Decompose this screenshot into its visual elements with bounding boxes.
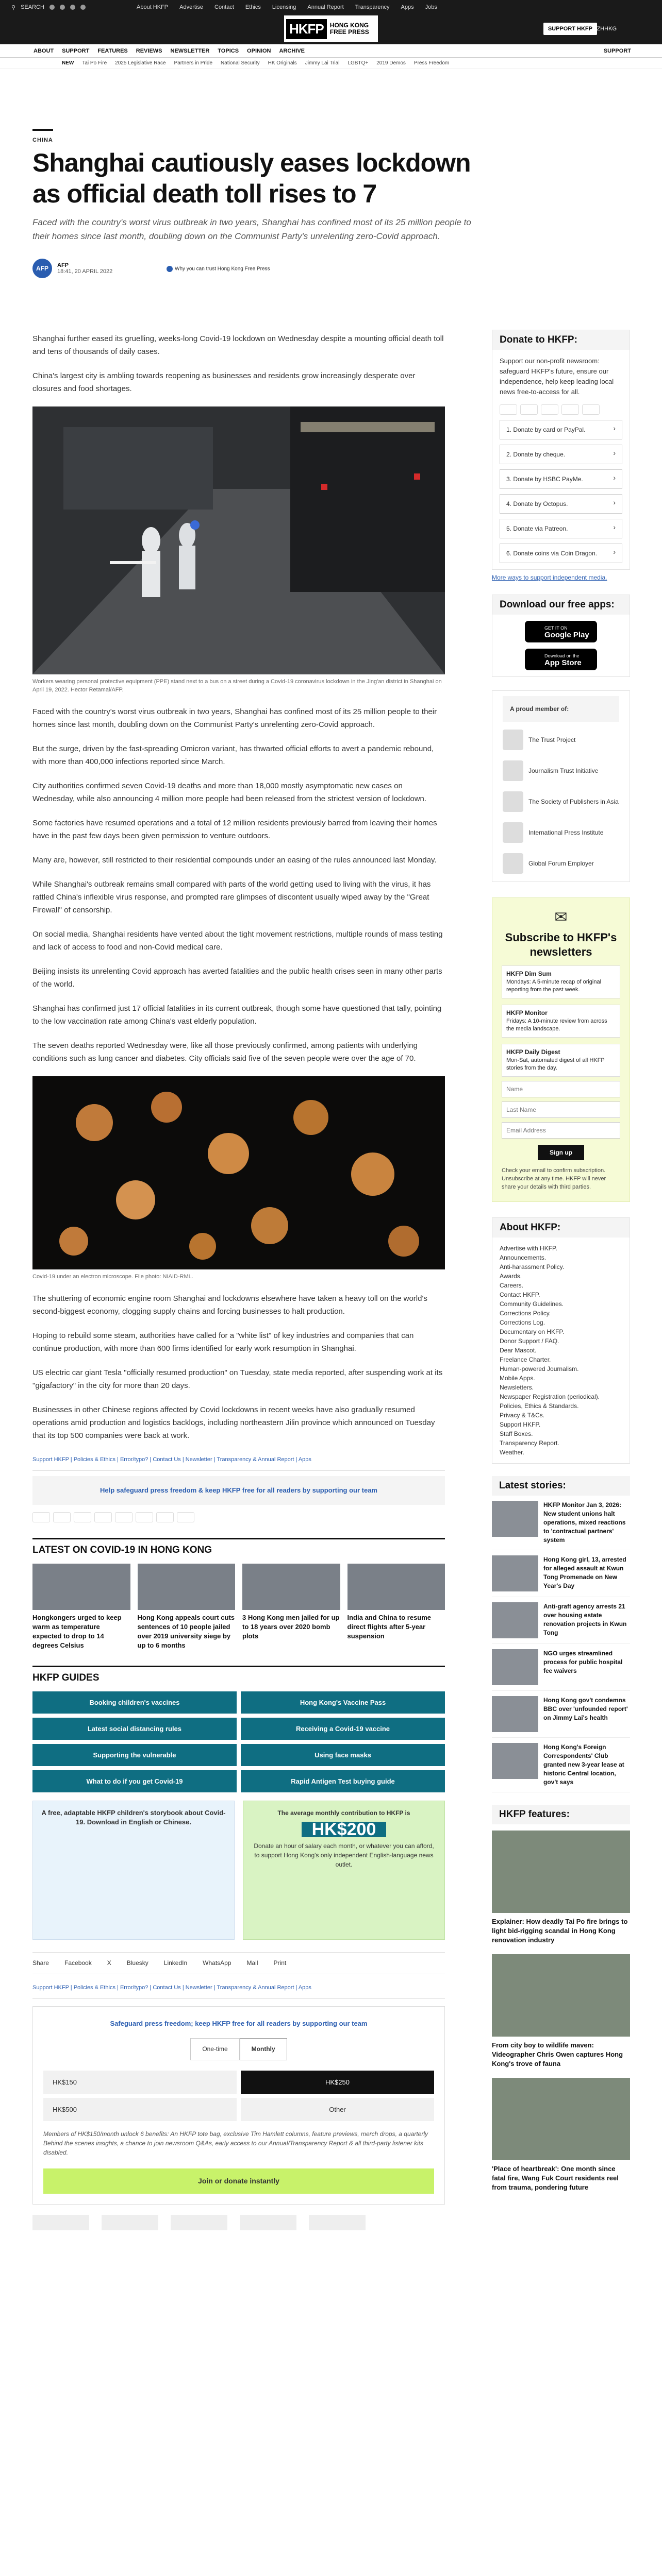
stories-title: Latest stories: bbox=[492, 1476, 630, 1496]
member-logo[interactable] bbox=[503, 851, 619, 876]
about-link[interactable]: Mobile Apps. bbox=[500, 1375, 535, 1382]
newsletter-name: HKFP Monitor bbox=[506, 1009, 548, 1016]
jti-icon bbox=[503, 760, 523, 781]
byline bbox=[32, 259, 481, 278]
paragraph: China's largest city is ambling towards reopening as businesses and residents grow increasingly desperate over closures and food shortages. bbox=[32, 371, 416, 393]
about-link[interactable]: Human-powered Journalism. bbox=[500, 1365, 579, 1372]
nav-item[interactable]: ABOUT bbox=[34, 47, 54, 54]
story-thumbnail bbox=[492, 1602, 538, 1638]
app-store-button[interactable] bbox=[525, 649, 597, 670]
feature-title[interactable]: From city boy to wildlife maven: Videographer Chris Owen captures Hong Kong's trove of fauna bbox=[492, 2041, 623, 2067]
trending-bar bbox=[0, 58, 662, 69]
about-link[interactable]: Donor Support / FAQ. bbox=[500, 1337, 559, 1345]
guide-button[interactable]: What to do if you get Covid-19 bbox=[32, 1770, 237, 1792]
x-icon[interactable] bbox=[60, 5, 65, 10]
member-logo[interactable] bbox=[503, 820, 619, 845]
member-logo[interactable] bbox=[503, 789, 619, 815]
amount-option[interactable]: HK$150 bbox=[43, 2071, 237, 2094]
amex-icon bbox=[541, 404, 558, 415]
about-link[interactable]: Careers. bbox=[500, 1282, 524, 1289]
paragraph: Some factories have resumed operations and a total of 12 million residents previously barred from leaving their homes have in the past few days been given permission to venture outdoors. bbox=[32, 819, 437, 840]
google-play-small: GET IT ON bbox=[544, 625, 568, 631]
paragraph: But the surge, driven by the fast-spreading Omicron variant, has thwarted official efforts to avert a pandemic rebound, with more than 400,000 infections reported since March. bbox=[32, 744, 434, 766]
freq-one-time[interactable]: One-time bbox=[190, 2038, 239, 2060]
card-thumbnail bbox=[242, 1564, 340, 1610]
article-header bbox=[32, 129, 481, 278]
paragraph: Beijing insists its unrelenting Covid approach has averted fatalities and the public health crises seen in many other parts of the world. bbox=[32, 967, 442, 989]
article-support-links[interactable]: Support HKFP | Policies & Ethics | Error/typo? | Contact Us | Newsletter | Transparency & Annual Report | Apps bbox=[32, 1453, 445, 1471]
topbar-link[interactable]: Jobs bbox=[425, 4, 437, 10]
search-icon[interactable]: ⚲ bbox=[11, 4, 16, 11]
newsletter-option[interactable] bbox=[502, 965, 620, 998]
jti-logo[interactable] bbox=[102, 2215, 158, 2230]
newsletter-option[interactable] bbox=[502, 1044, 620, 1077]
guide-button[interactable]: Rapid Antigen Test buying guide bbox=[241, 1770, 445, 1792]
about-widget bbox=[492, 1217, 630, 1464]
amount-option[interactable]: Other bbox=[241, 2098, 434, 2121]
about-link[interactable]: Staff Boxes. bbox=[500, 1430, 533, 1437]
paragraph: The seven deaths reported Wednesday were, like all those previously confirmed, among patients with underlying conditions such as lung cancer and diabetes. City officials said five of the seven people were over the age of 70. bbox=[32, 1041, 418, 1063]
search-link[interactable]: SEARCH bbox=[21, 4, 44, 10]
story-title[interactable]: Anti-graft agency arrests 21 over housing estate renovation projects in Kwun Tong bbox=[543, 1603, 627, 1636]
nav-item[interactable]: OPINION bbox=[247, 47, 271, 54]
share-bar bbox=[32, 1952, 445, 1974]
feature-thumbnail[interactable] bbox=[492, 1954, 630, 2037]
trust-project-logo[interactable] bbox=[32, 2215, 89, 2230]
topbar-link[interactable]: Apps bbox=[401, 4, 414, 10]
youtube-icon[interactable] bbox=[80, 5, 86, 10]
support-hkfp-button[interactable]: SUPPORT HKFP bbox=[543, 23, 597, 35]
about-link[interactable]: Weather. bbox=[500, 1449, 524, 1456]
paypal-icon bbox=[94, 1512, 112, 1522]
features-widget bbox=[492, 1805, 630, 2192]
about-link[interactable]: Advertise with HKFP. bbox=[500, 1245, 557, 1252]
paragraph: City authorities confirmed seven Covid-19 deaths and more than 18,000 mostly asymptomatic new cases on Wednesday, while also announcing 4 million more people had been released from the strictest version of lockdown. bbox=[32, 782, 427, 803]
trust-icon bbox=[167, 266, 173, 272]
trending-item[interactable]: 2019 Demos bbox=[376, 60, 406, 66]
about-link[interactable]: Announcements. bbox=[500, 1254, 547, 1261]
newsletter-widget bbox=[492, 897, 630, 1202]
visa-icon bbox=[32, 1512, 50, 1522]
donate-widget-text: Support our non-profit newsroom: safeguard HKFP's future, ensure our independence, help keep leading local news free-to-access for all. bbox=[500, 357, 614, 396]
member-name: Journalism Trust Initiative bbox=[528, 767, 599, 774]
about-link[interactable]: Contact HKFP. bbox=[500, 1291, 540, 1298]
topbar-link[interactable]: Annual Report bbox=[307, 4, 344, 10]
trending-item[interactable]: Partners in Pride bbox=[174, 60, 213, 66]
features-title: HKFP features: bbox=[492, 1805, 630, 1824]
more-ways-link[interactable]: More ways to support independent media. bbox=[492, 574, 607, 581]
newsletter-desc: Mondays: A 5-minute recap of original reporting from the past week. bbox=[506, 979, 602, 993]
applepay-icon bbox=[582, 404, 600, 415]
donate-box-head: Safeguard press freedom; keep HKFP free for all readers by supporting our team bbox=[110, 2020, 368, 2027]
paragraph: While Shanghai's outbreak remains small compared with parts of the world getting used to living with the virus, it has rattled China's inflexible virus response, and prompted rare glimpses of discontent usually wiped away by the "Great Firewall" of censorship. bbox=[32, 880, 431, 914]
photo-caption: Covid-19 under an electron microscope. File photo: NIAID-RML. bbox=[32, 1274, 193, 1280]
about-link[interactable]: Dear Mascot. bbox=[500, 1347, 537, 1354]
newsletter-desc: Fridays: A 10-minute review from across the media landscape. bbox=[506, 1018, 607, 1032]
app-store-label: App Store bbox=[544, 658, 582, 667]
paragraph: US electric car giant Tesla "officially resumed production" on Tuesday, state media reported, after suspending work at its "gigafactory" in the city for more than 20 days. bbox=[32, 1368, 443, 1390]
trending-item[interactable]: HK Originals bbox=[268, 60, 297, 66]
paragraph: Many are, however, still restricted to their residential compounds under an easing of the rules announced last Monday. bbox=[32, 856, 437, 865]
amount-option-selected[interactable]: HK$250 bbox=[241, 2071, 434, 2094]
virus-photo[interactable] bbox=[32, 1076, 445, 1269]
share-label: Share bbox=[32, 1959, 49, 1967]
share-print[interactable]: Print bbox=[273, 1959, 287, 1967]
card-title[interactable]: Hong Kong appeals court cuts sentences of 10 people jailed over 2019 university siege by up to 6 months bbox=[137, 1614, 235, 1649]
trending-item[interactable]: National Security bbox=[221, 60, 260, 66]
mail-icon: ✉ bbox=[554, 909, 568, 926]
article-kicker[interactable]: CHINA bbox=[32, 137, 53, 143]
about-link[interactable]: Policies, Ethics & Standards. bbox=[500, 1402, 579, 1410]
trending-item[interactable]: Jimmy Lai Trial bbox=[305, 60, 340, 66]
nav-item[interactable]: NEWSLETTER bbox=[170, 47, 210, 54]
trust-link[interactable] bbox=[167, 266, 270, 272]
latest-section-title: LATEST ON COVID-19 IN HONG KONG bbox=[32, 1538, 445, 1556]
paragraph: Faced with the country's worst virus outbreak in two years, Shanghai has confined most of its 25 million people to their homes since last month, doubling down on the Communist Party's unrelenting zero-Covid approach. bbox=[32, 707, 437, 729]
nav-support[interactable]: SUPPORT bbox=[603, 47, 631, 54]
donation-amount: HK$200 bbox=[302, 1822, 387, 1837]
story-item[interactable] bbox=[492, 1550, 630, 1597]
card-thumbnail bbox=[138, 1564, 236, 1610]
promo-row bbox=[32, 1801, 445, 1940]
card-title[interactable]: 3 Hong Kong men jailed for up to 18 years over 2020 bomb plots bbox=[242, 1614, 340, 1640]
paragraph: The shuttering of economic engine room Shanghai and lockdowns elsewhere have taken a heavy toll on the world's second-biggest economy, clogging supply chains and forcing businesses to halt production. bbox=[32, 1294, 427, 1316]
donation-promo-top: The average monthly contribution to HKFP is bbox=[277, 1809, 410, 1817]
mastercard-icon bbox=[520, 404, 538, 415]
nav-item[interactable]: REVIEWS bbox=[136, 47, 162, 54]
article-support-links-bottom[interactable]: Support HKFP | Policies & Ethics | Error/typo? | Contact Us | Newsletter | Transparency & Annual Report | Apps bbox=[32, 1981, 445, 1999]
about-link[interactable]: Awards. bbox=[500, 1273, 522, 1280]
paypal-icon bbox=[561, 404, 579, 415]
guide-button[interactable]: Latest social distancing rules bbox=[32, 1718, 237, 1740]
latest-stories-widget bbox=[492, 1476, 630, 1792]
latest-card[interactable] bbox=[347, 1564, 445, 1650]
topbar-link[interactable]: About HKFP bbox=[137, 4, 169, 10]
card-thumbnail bbox=[32, 1564, 130, 1610]
feature-thumbnail[interactable] bbox=[492, 1831, 630, 1913]
share-mail[interactable]: Mail bbox=[246, 1959, 258, 1967]
trust-text: Why you can trust Hong Kong Free Press bbox=[175, 266, 270, 272]
trending-item[interactable]: Tai Po Fire bbox=[82, 60, 107, 66]
story-thumbnail bbox=[492, 1501, 538, 1537]
card-thumbnail bbox=[347, 1564, 445, 1610]
kicker-rule bbox=[32, 129, 53, 131]
story-title[interactable]: Hong Kong's Foreign Correspondents' Club granted new 3-year lease at historic Central location, gov't says bbox=[543, 1743, 624, 1786]
story-item[interactable] bbox=[492, 1496, 630, 1550]
article-standfirst: Faced with the country's worst virus outbreak in two years, Shanghai has confined most of its 25 million people to their homes since last month, doubling down on the Communist Party's unrelenting zero-Covid approach. bbox=[32, 217, 471, 241]
octopus-icon bbox=[177, 1512, 194, 1522]
guide-button[interactable]: Booking children's vaccines bbox=[32, 1691, 237, 1714]
story-thumbnail bbox=[492, 1743, 538, 1779]
about-link[interactable]: Privacy & T&Cs. bbox=[500, 1412, 545, 1419]
photo-illustration bbox=[32, 406, 445, 674]
story-item[interactable] bbox=[492, 1691, 630, 1738]
about-link[interactable]: Documentary on HKFP. bbox=[500, 1328, 565, 1335]
amount-option[interactable]: HK$500 bbox=[43, 2098, 237, 2121]
amex-icon bbox=[74, 1512, 91, 1522]
about-list bbox=[500, 1244, 622, 1457]
newsletter-desc: Mon-Sat, automated digest of all HKFP stories from the day. bbox=[506, 1057, 605, 1071]
story-title[interactable]: Hong Kong gov't condemns BBC over 'unfounded report' on Jimmy Lai's health bbox=[543, 1697, 628, 1721]
about-title: About HKFP: bbox=[492, 1218, 630, 1238]
photo-caption: Workers wearing personal protective equipment (PPE) stand next to a bus on a street during a Covid-19 coronavirus lockdown in the Jing'an district in Shanghai on April 19, 2022. Hector Retamal/AFP. bbox=[32, 679, 442, 693]
guide-button[interactable]: Supporting the vulnerable bbox=[32, 1744, 237, 1766]
top-bar bbox=[0, 0, 662, 14]
article-title: Shanghai cautiously eases lockdown as official death toll rises to 7 bbox=[32, 148, 471, 208]
apps-widget bbox=[492, 595, 630, 677]
email-field[interactable]: Email Address bbox=[502, 1122, 620, 1139]
member-name: Global Forum Employer bbox=[528, 860, 594, 867]
card-title[interactable]: Hongkongers urged to keep warm as temperature expected to drop to 14 degrees Celsius bbox=[32, 1614, 122, 1649]
latest-card[interactable] bbox=[242, 1564, 340, 1650]
instagram-icon[interactable] bbox=[70, 5, 75, 10]
visa-icon bbox=[500, 404, 517, 415]
share-bluesky[interactable]: Bluesky bbox=[126, 1959, 148, 1967]
google-play-button[interactable] bbox=[525, 621, 597, 642]
member-logo[interactable] bbox=[503, 727, 619, 753]
about-link[interactable]: Freelance Charter. bbox=[500, 1356, 551, 1363]
donate-widget bbox=[492, 330, 630, 570]
help-banner[interactable]: Help safeguard press freedom & keep HKFP free for all readers by supporting our team bbox=[32, 1476, 445, 1505]
donate-option[interactable]: 3. Donate by HSBC PayMe. › bbox=[500, 469, 622, 489]
about-link[interactable]: Newsletters. bbox=[500, 1384, 534, 1391]
donate-option[interactable]: 2. Donate by cheque. › bbox=[500, 445, 622, 464]
author-avatar[interactable]: AFP bbox=[32, 259, 52, 278]
guides-grid bbox=[32, 1691, 445, 1792]
share-linkedin[interactable]: LinkedIn bbox=[163, 1959, 188, 1967]
last-name-field[interactable]: Last Name bbox=[502, 1101, 620, 1118]
gfe-icon bbox=[503, 853, 523, 874]
guides-section-title: HKFP GUIDES bbox=[32, 1666, 445, 1684]
donate-widget-title: Donate to HKFP: bbox=[492, 330, 630, 350]
apps-title: Download our free apps: bbox=[492, 595, 630, 615]
publish-date: 18:41, 20 APRIL 2022 bbox=[57, 268, 113, 275]
donate-option[interactable]: 6. Donate coins via Coin Dragon. › bbox=[500, 544, 622, 563]
newsletter-name: HKFP Dim Sum bbox=[506, 970, 552, 977]
latest-card[interactable] bbox=[138, 1564, 236, 1650]
story-thumbnail bbox=[492, 1696, 538, 1732]
feature-thumbnail[interactable] bbox=[492, 2078, 630, 2160]
about-link[interactable]: Community Guidelines. bbox=[500, 1300, 564, 1308]
language-switch[interactable]: ZHHKG bbox=[597, 26, 617, 32]
paragraph: On social media, Shanghai residents have vented about the tight movement restrictions, multiple rounds of mass testing and lack of access to food and non-Covid medical care. bbox=[32, 930, 443, 952]
share-whatsapp[interactable]: WhatsApp bbox=[203, 1959, 231, 1967]
newsletter-name: HKFP Daily Digest bbox=[506, 1048, 560, 1056]
author-name[interactable]: AFP bbox=[57, 262, 69, 268]
amount-options bbox=[43, 2071, 434, 2121]
story-title[interactable]: HKFP Monitor Jan 3, 2026: New student unions halt operations, mixed reactions to 'contractual partners' system bbox=[543, 1501, 626, 1544]
newsletter-title: Subscribe to HKFP's newsletters bbox=[505, 931, 617, 958]
latest-grid bbox=[32, 1564, 445, 1650]
topbar-link[interactable]: Licensing bbox=[272, 4, 296, 10]
virus-illustration bbox=[32, 1076, 445, 1269]
donate-option[interactable]: 5. Donate via Patreon. › bbox=[500, 519, 622, 538]
footer-member-logos bbox=[32, 2215, 445, 2230]
topbar-link[interactable]: Advertise bbox=[179, 4, 203, 10]
member-logo[interactable] bbox=[503, 758, 619, 784]
topbar-link[interactable]: Transparency bbox=[355, 4, 390, 10]
trending-item[interactable]: Press Freedom bbox=[413, 60, 450, 66]
guide-button[interactable]: Using face masks bbox=[241, 1744, 445, 1766]
paragraph: Shanghai further eased its gruelling, weeks-long Covid-19 lockdown on Wednesday despite a mounting official death toll and tens of thousands of daily cases. bbox=[32, 334, 444, 356]
ipi-icon bbox=[503, 822, 523, 843]
newsletter-note: Check your email to confirm subscription. Unsubscribe at any time. HKFP will never share your details with third parties. bbox=[502, 1167, 606, 1190]
paragraph: Businesses in other Chinese regions affected by Covid lockdowns in recent weeks have also gradually resumed operations amid production and logistics backlogs, including northeastern Jilin province which announced on Tuesday that its top 500 companies were back at work. bbox=[32, 1405, 435, 1440]
trending-item[interactable]: LGBTQ+ bbox=[347, 60, 369, 66]
nav-item[interactable]: FEATURES bbox=[97, 47, 128, 54]
googlepay-icon bbox=[136, 1512, 153, 1522]
name-field[interactable]: Name bbox=[502, 1081, 620, 1097]
main-nav bbox=[0, 44, 662, 58]
donate-option[interactable]: 1. Donate by card or PayPal. › bbox=[500, 420, 622, 439]
donate-option[interactable]: 4. Donate by Octopus. › bbox=[500, 494, 622, 514]
applepay-icon bbox=[115, 1512, 133, 1522]
story-title[interactable]: Hong Kong girl, 13, arrested for alleged assault at Kwun Tong Promenade on New Year's Day bbox=[543, 1556, 626, 1589]
sidebar bbox=[492, 330, 630, 2201]
guide-button[interactable]: Hong Kong's Vaccine Pass bbox=[241, 1691, 445, 1714]
about-link[interactable]: Transparency Report. bbox=[500, 1439, 559, 1447]
topbar-link[interactable]: Contact bbox=[214, 4, 234, 10]
member-name: The Society of Publishers in Asia bbox=[528, 798, 619, 805]
guide-button[interactable]: Receiving a Covid-19 vaccine bbox=[241, 1718, 445, 1740]
join-donate-button[interactable]: Join or donate instantly bbox=[43, 2168, 434, 2194]
story-thumbnail bbox=[492, 1649, 538, 1685]
story-item[interactable] bbox=[492, 1597, 630, 1644]
donation-promo[interactable] bbox=[243, 1801, 445, 1940]
frequency-toggle bbox=[43, 2038, 434, 2060]
lockdown-photo[interactable] bbox=[32, 406, 445, 674]
latest-card[interactable] bbox=[32, 1564, 130, 1650]
widget-payment-logos bbox=[500, 404, 622, 415]
donate-note: Members of HK$150/month unlock 6 benefits: An HKFP tote bag, exclusive Tim Hamlett columns, feature previews, merch drops, a quarterly Behind the scenes insights, a chance to join newsroom Q&As, early access to our Annual/Transparency Report & all third-party listener kits disabled. bbox=[43, 2130, 428, 2156]
paragraph: Hoping to rebuild some steam, authorities have called for a "white list" of key industries and companies that can continue production, with more than 600 firms identified for early work resumption in Shanghai. bbox=[32, 1331, 414, 1353]
newsletter-option[interactable] bbox=[502, 1005, 620, 1038]
share-x[interactable]: X bbox=[107, 1959, 111, 1967]
about-link[interactable]: Newspaper Registration (periodical). bbox=[500, 1393, 600, 1400]
trending-item[interactable]: 2025 Legislative Race bbox=[115, 60, 166, 66]
share-facebook[interactable]: Facebook bbox=[64, 1959, 92, 1967]
sopa-icon bbox=[503, 791, 523, 812]
payment-logos bbox=[32, 1512, 445, 1522]
nav-item[interactable]: ARCHIVE bbox=[279, 47, 305, 54]
google-play-label: Google Play bbox=[544, 631, 589, 639]
signup-button[interactable]: Sign up bbox=[538, 1145, 584, 1160]
hkfp-logo[interactable] bbox=[284, 15, 378, 42]
card-title[interactable]: India and China to resume direct flights after 5-year suspension bbox=[347, 1614, 432, 1640]
story-item[interactable] bbox=[492, 1644, 630, 1691]
trust-project-icon bbox=[503, 730, 523, 750]
donate-box bbox=[32, 2006, 445, 2205]
facebook-icon[interactable] bbox=[49, 5, 55, 10]
storybook-text: A free, adaptable HKFP children's storybook about Covid-19. Download in English or Chinese. bbox=[41, 1809, 226, 1826]
payme-icon bbox=[156, 1512, 174, 1522]
topbar-link[interactable]: Ethics bbox=[245, 4, 261, 10]
member-title: A proud member of: bbox=[503, 696, 619, 722]
article-body bbox=[32, 332, 445, 2230]
brand-bar bbox=[0, 14, 662, 44]
ipi-logo[interactable] bbox=[240, 2215, 296, 2230]
story-thumbnail bbox=[492, 1555, 538, 1591]
member-name: International Press Institute bbox=[528, 829, 604, 836]
nav-item[interactable]: TOPICS bbox=[218, 47, 239, 54]
freq-monthly[interactable]: Monthly bbox=[240, 2038, 287, 2060]
sopa-logo[interactable] bbox=[171, 2215, 227, 2230]
about-link[interactable]: Anti-harassment Policy. bbox=[500, 1263, 565, 1270]
logo-text: HONG KONG FREE PRESS bbox=[329, 22, 369, 36]
nav-item[interactable]: SUPPORT bbox=[62, 47, 90, 54]
about-link[interactable]: Corrections Policy. bbox=[500, 1310, 551, 1317]
story-title[interactable]: NGO urges streamlined process for public hospital fee waivers bbox=[543, 1650, 623, 1674]
trending-label: NEW bbox=[62, 60, 74, 66]
about-link[interactable]: Support HKFP. bbox=[500, 1421, 541, 1428]
member-widget bbox=[492, 690, 630, 882]
member-name: The Trust Project bbox=[528, 736, 576, 743]
app-store-small: Download on the bbox=[544, 653, 580, 658]
mastercard-icon bbox=[53, 1512, 71, 1522]
donation-promo-body: Donate an hour of salary each month, or whatever you can afford, to support Hong Kong's only independent English-language news outlet. bbox=[254, 1842, 434, 1868]
feature-title[interactable]: Explainer: How deadly Tai Po fire brings to light bid-rigging scandal in Hong Kong renovation industry bbox=[492, 1918, 628, 1944]
feature-title[interactable]: 'Place of heartbreak': One month since fatal fire, Wang Fuk Court residents reel from trauma, pondering future bbox=[492, 2165, 619, 2191]
storybook-promo[interactable] bbox=[32, 1801, 235, 1940]
logo-mark: HKFP bbox=[286, 19, 327, 39]
about-link[interactable]: Corrections Log. bbox=[500, 1319, 545, 1326]
paragraph: Shanghai has confirmed just 17 official fatalities in its current outbreak, though some have questioned that tally, pointing to the low vaccination rate among China's vast elderly population. bbox=[32, 1004, 442, 1026]
story-item[interactable] bbox=[492, 1738, 630, 1792]
gfe-logo[interactable] bbox=[309, 2215, 366, 2230]
